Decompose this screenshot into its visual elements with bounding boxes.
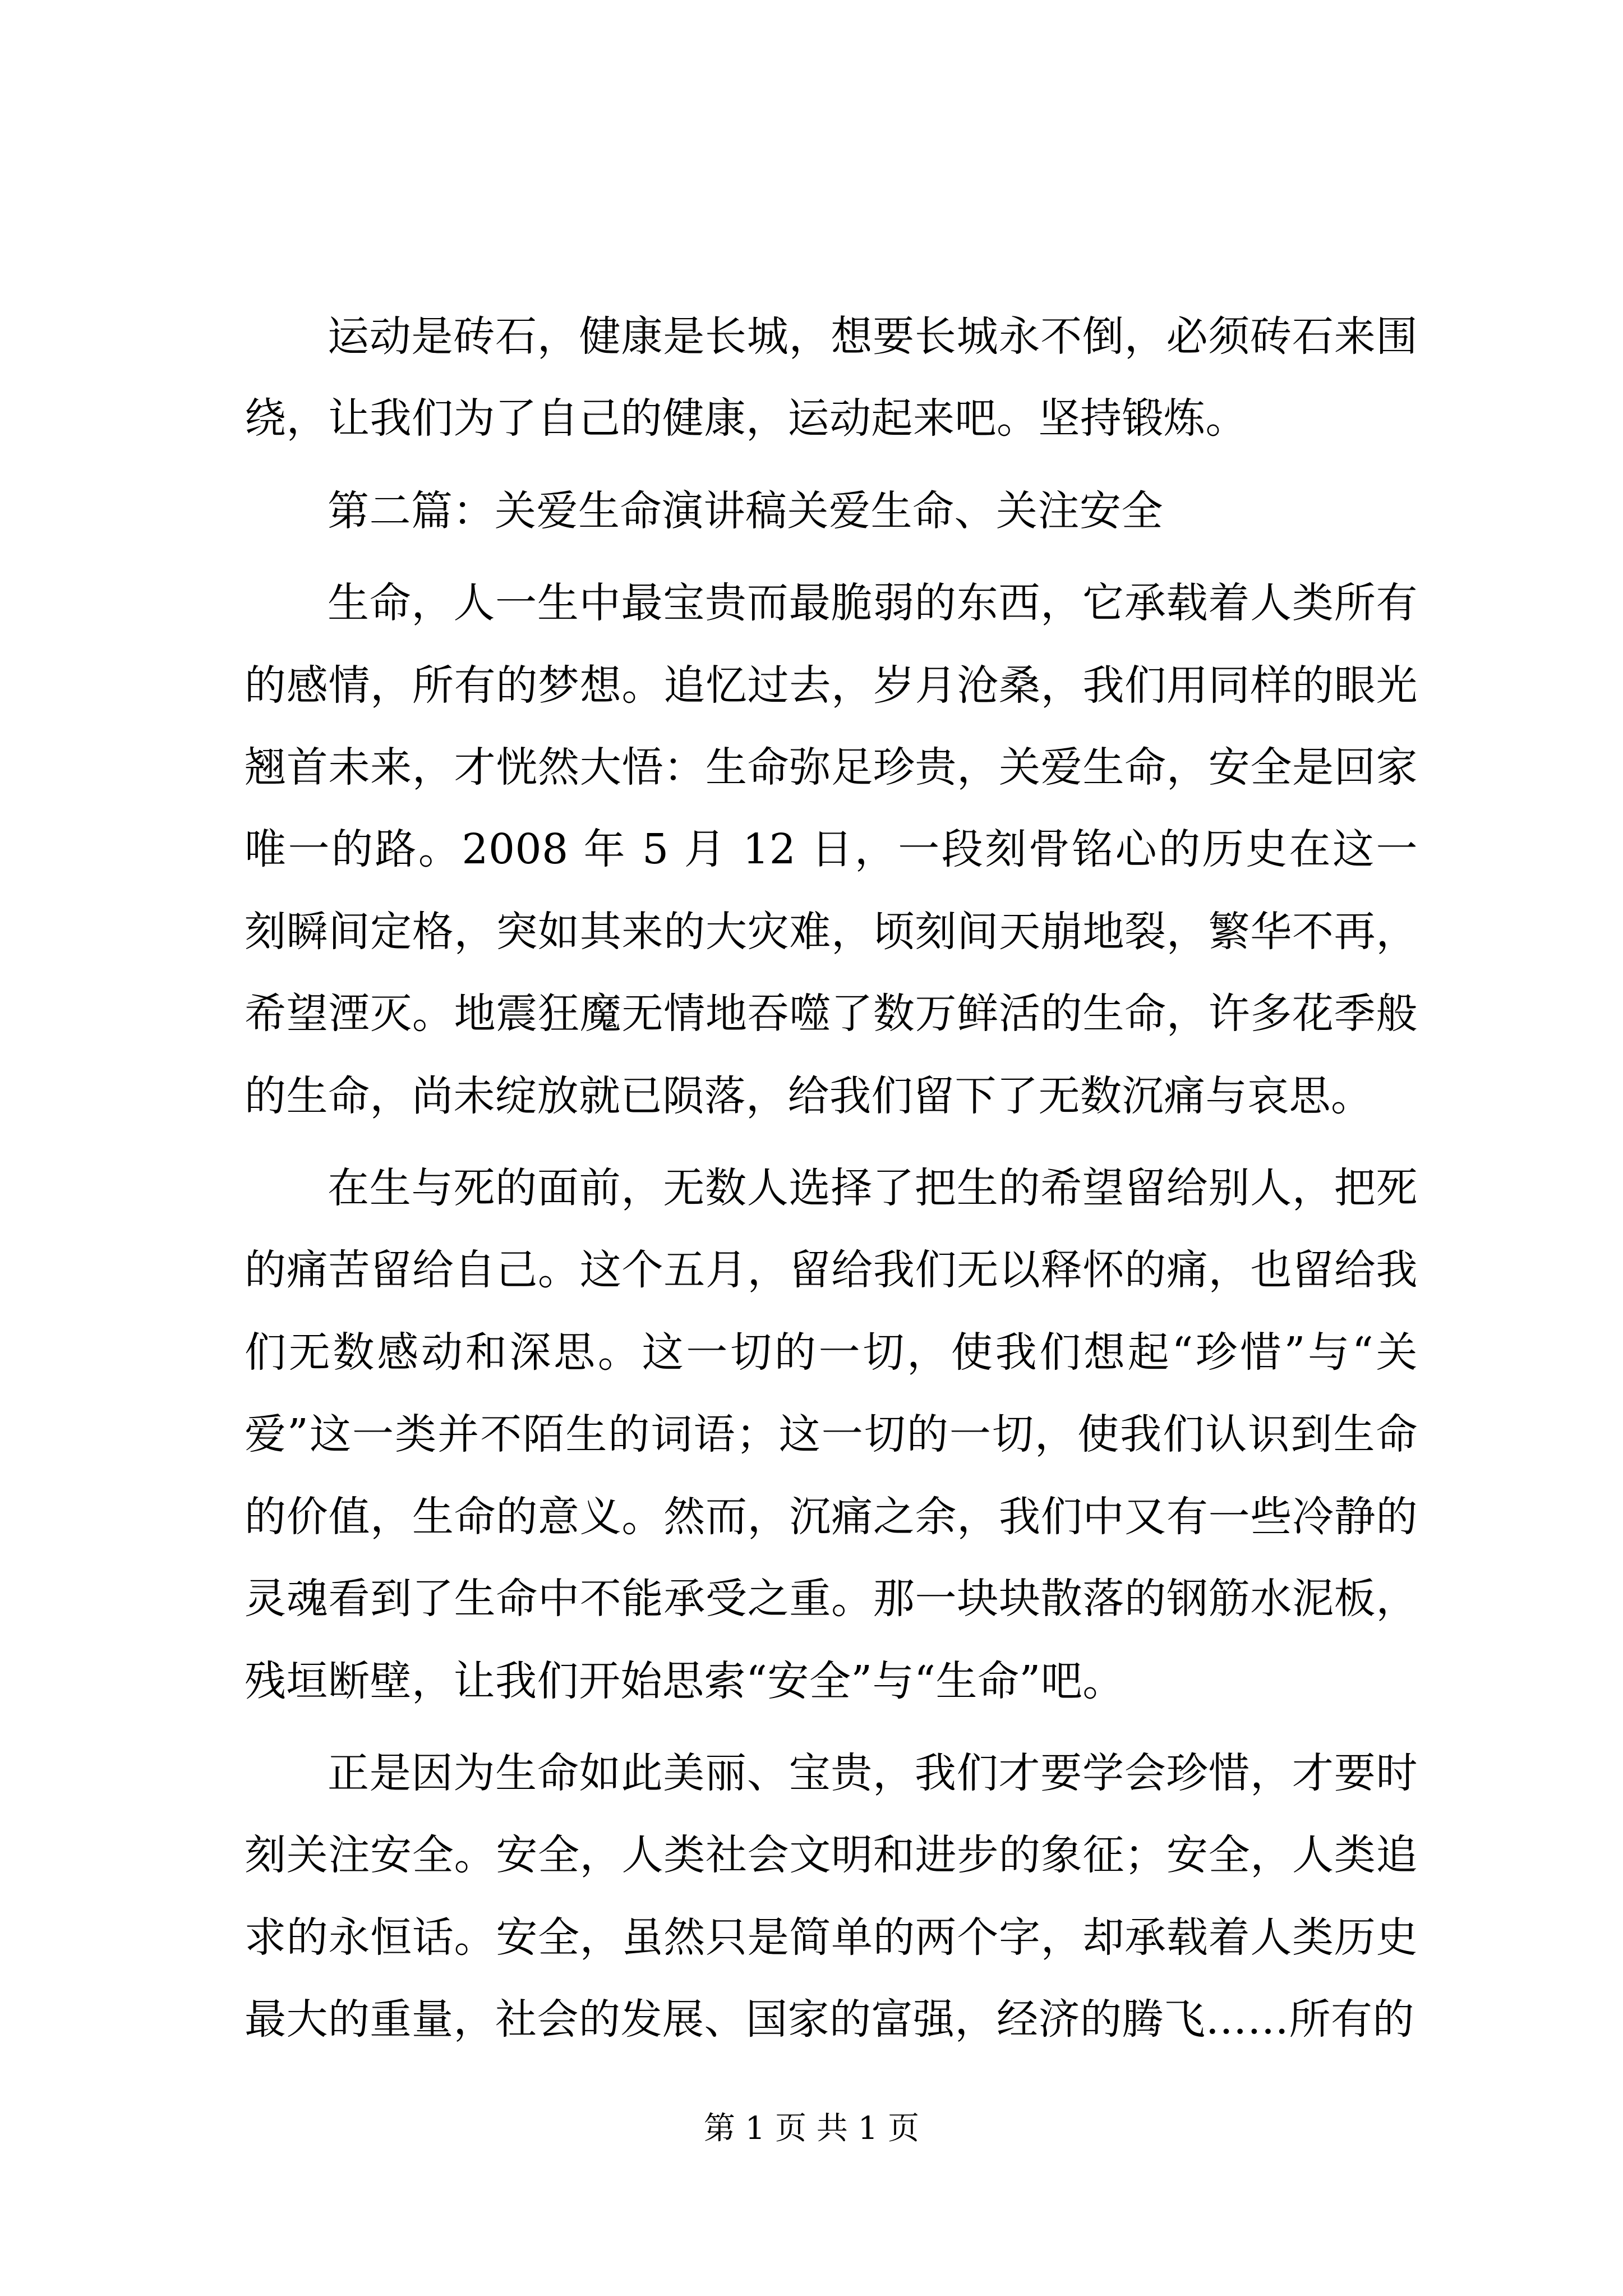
section-heading: 第二篇：关爱生命演讲稿关爱生命、关注安全 bbox=[328, 486, 1163, 535]
paragraph-life: 生命，人一生中最宝贵而最脆弱的东西，它承载着人类所有的感情，所有的梦想。追忆过去，岁月沧桑，我们用同样的眼光翘首未来，才恍然大悟：生命弥足珍贵，关爱生命，安全是回家唯一的路。2008 年 5 月 12 日，一段刻骨铭心的历史在这一刻瞬间定格，突如其来的大灾难，顷刻间天崩地裂，繁华不再，希望湮灭。地震狂魔无情地吞噬了数万鲜活的生命，许多花季般的生命，尚未绽放就已陨落，给我们留下了无数沉痛与哀思。 bbox=[245, 579, 1418, 1120]
paragraph-spacer bbox=[245, 1137, 1418, 1147]
paragraph-spacer bbox=[245, 1722, 1418, 1732]
paragraph-life-death: 在生与死的面前，无数人选择了把生的希望留给别人，把死的痛苦留给自己。这个五月，留给我们无以释怀的痛，也留给我们无数感动和深思。这一切的一切，使我们想起“珍惜”与“关爱”这一类并不陌生的词语；这一切的一切，使我们认识到生命的价值，生命的意义。然而，沉痛之余，我们中又有一些冷静的灵魂看到了生命中不能承受之重。那一块块散落的钢筋水泥板，残垣断壁，让我们开始思索“安全”与“生命”吧。 bbox=[245, 1164, 1418, 1705]
paragraph-spacer bbox=[245, 460, 1418, 470]
paragraph-safety: 正是因为生命如此美丽、宝贵，我们才要学会珍惜，才要时刻关注安全。安全，人类社会文明和进步的象征；安全，人类追求的永恒话。安全，虽然只是简单的两个字，却承载着人类历史最大的重量，社会的发展、国家的富强，经济的腾飞……所有的 bbox=[245, 1749, 1418, 2044]
document-body bbox=[245, 296, 1418, 2061]
paragraph-exercise: 运动是砖石，健康是长城，想要长城永不倒，必须砖石来围绕，让我们为了自己的健康，运动起来吧。坚持锻炼。 bbox=[245, 312, 1418, 443]
paragraph-spacer bbox=[245, 552, 1418, 562]
page-number-footer: 第 1 页 共 1 页 bbox=[703, 2110, 920, 2147]
